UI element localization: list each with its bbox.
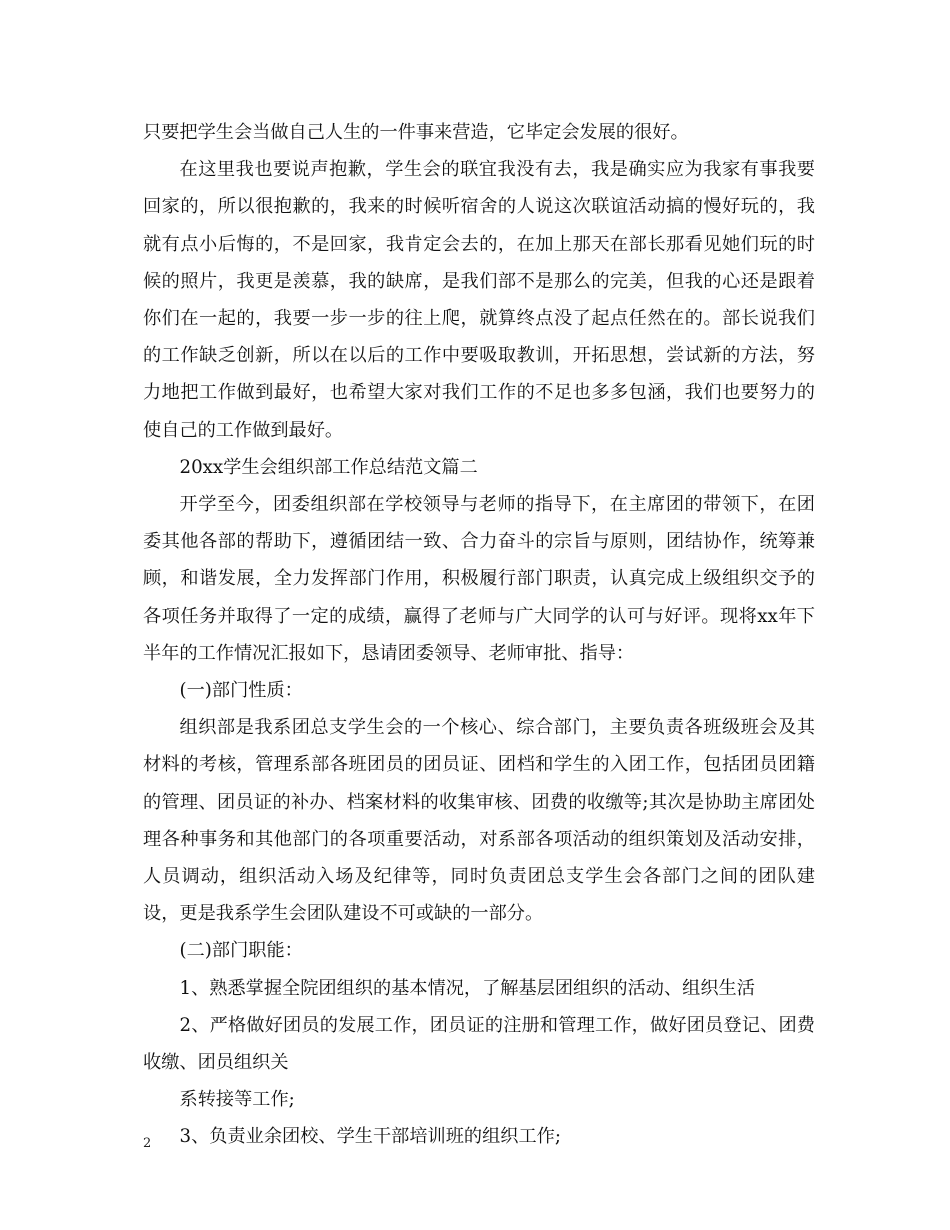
paragraph-4: 组织部是我系团总支学生会的一个核心、综合部门，主要负责各班级班会及其材料的考核，管理系部各班团员的团员证、团档和学生的入团工作，包括团员团籍的管理、团员证的补办、档案材料的收集审核、团费的收缴等;其次是协助主席团处理各种事务和其他部门的各项重要活动，对系部各项活动的组织策划及活动安排，人员调动，组织活动入场及纪律等，同时负责团总支学生会各部门之间的团队建设，更是我系学生会团队建设不可或缺的一部分。 xyxy=(143,717,815,925)
subheading-department-nature: (一)部门性质： xyxy=(179,680,303,702)
list-item-1: 1、熟悉掌握全院团组织的基本情况，了解基层团组织的活动、组织生活 xyxy=(179,977,755,999)
list-item-2: 2、严格做好团员的发展工作，团员证的注册和管理工作，做好团员登记、团费收缴、团员组织关 xyxy=(143,1014,815,1074)
page-number: 2 xyxy=(143,1136,152,1151)
paragraph-3: 开学至今，团委组织部在学校领导与老师的指导下，在主席团的带领下，在团委其他各部的帮助下，遵循团结一致、合力奋斗的宗旨与原则，团结协作，统筹兼顾，和谐发展，全力发挥部门作用，积极履行部门职责，认真完成上级组织交予的各项任务并取得了一定的成绩，赢得了老师与广大同学的认可与好评。现将xx年下半年的工作情况汇报如下，恳请团委领导、老师审批、指导： xyxy=(143,494,815,664)
document-body xyxy=(143,114,815,1156)
paragraph-1: 只要把学生会当做自己人生的一件事来营造，它毕定会发展的很好。 xyxy=(143,122,689,143)
list-item-3: 3、负责业余团校、学生干部培训班的组织工作; xyxy=(179,1126,561,1148)
list-item-2-continuation: 系转接等工作; xyxy=(179,1089,295,1111)
section-heading-article-two: 20xx学生会组织部工作总结范文篇二 xyxy=(179,456,478,478)
subheading-department-functions: (二)部门职能： xyxy=(179,940,303,962)
paragraph-2: 在这里我也要说声抱歉，学生会的联宜我没有去，我是确实应为我家有事我要回家的，所以很抱歉的，我来的时候听宿舍的人说这次联谊活动搞的慢好玩的，我就有点小后悔的，不是回家，我肯定会去的，在加上那天在部长那看见她们玩的时候的照片，我更是羡慕，我的缺席，是我们部不是那么的完美，但我的心还是跟着你们在一起的，我要一步一步的往上爬，就算终点没了起点任然在的。部长说我们的工作缺乏创新，所以在以后的工作中要吸取教训，开拓思想，尝试新的方法，努力地把工作做到最好，也希望大家对我们工作的不足也多多包涵，我们也要努力的使自己的工作做到最好。 xyxy=(143,159,815,441)
